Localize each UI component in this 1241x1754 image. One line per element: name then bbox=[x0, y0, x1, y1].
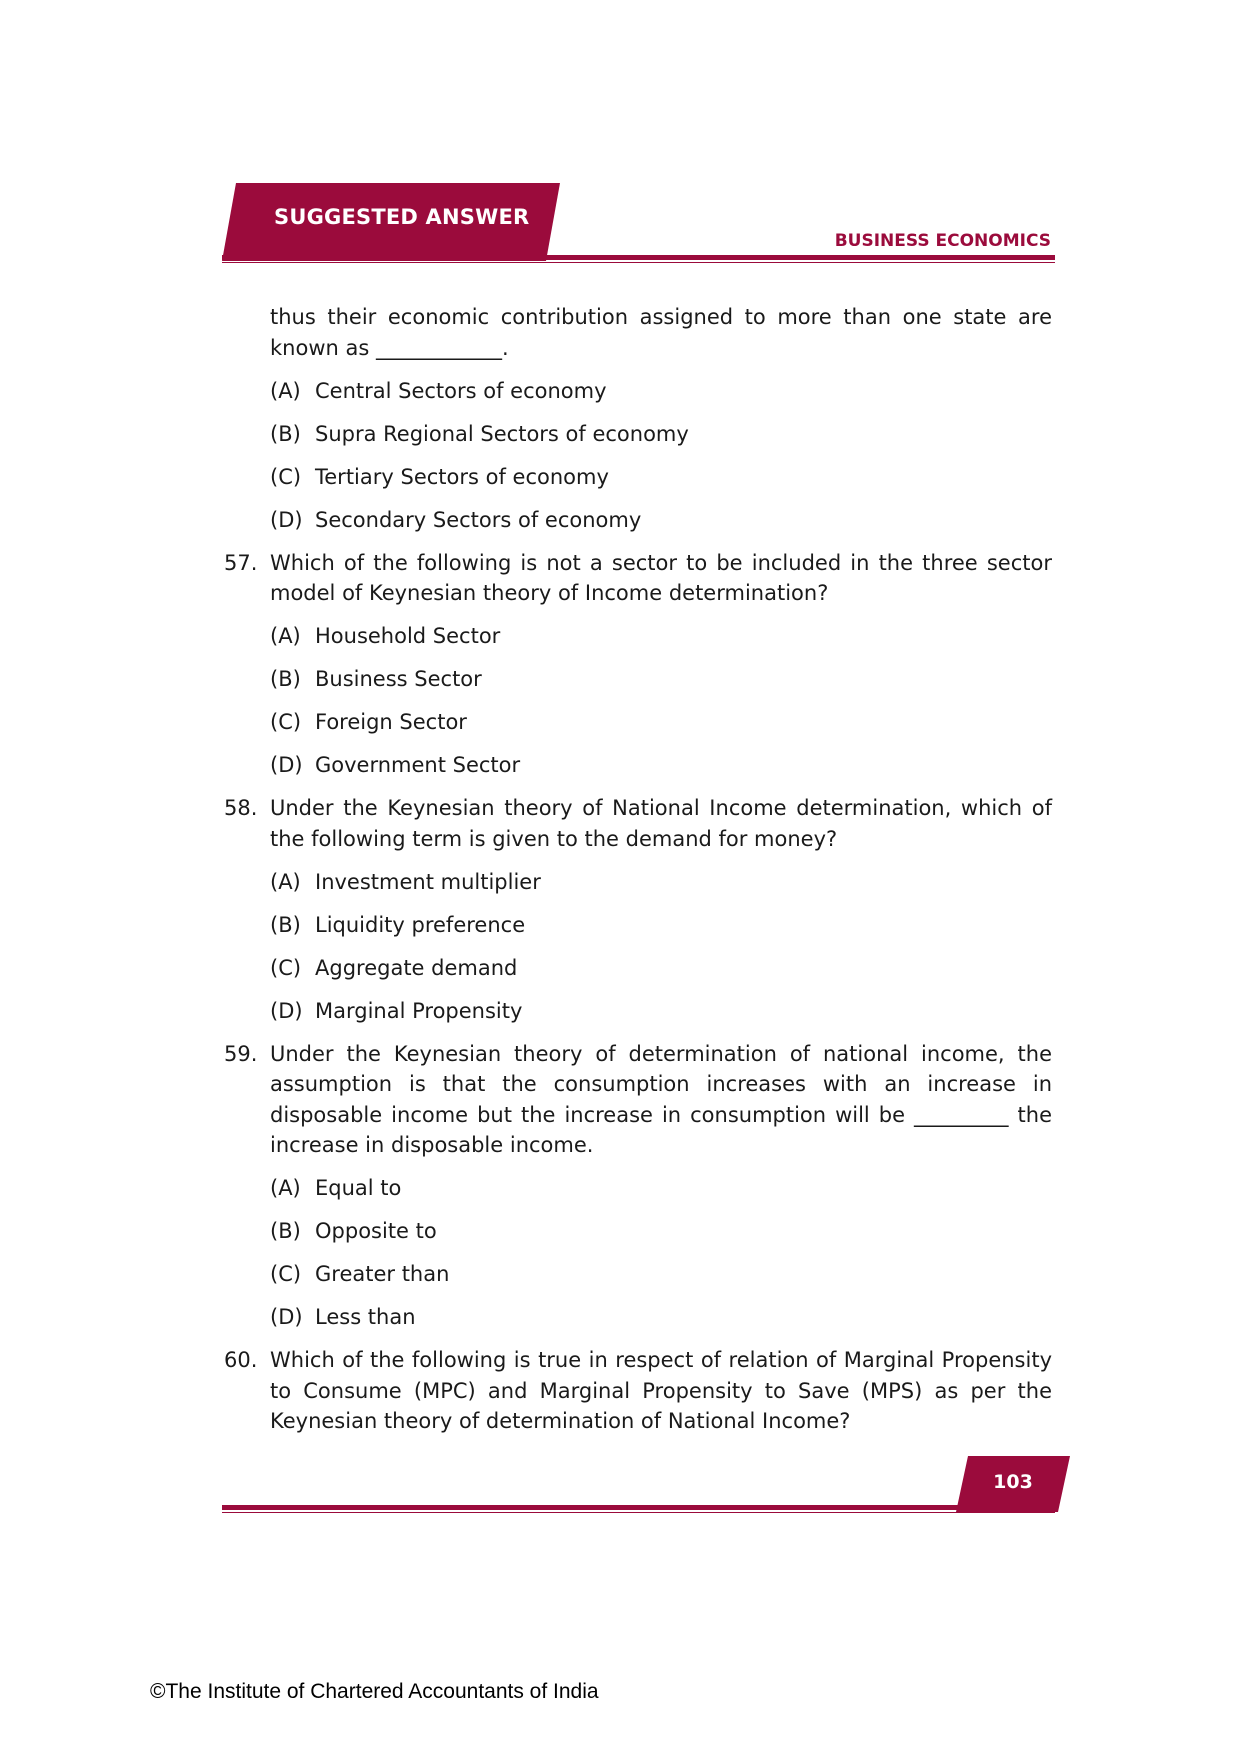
option-letter: (C) bbox=[270, 464, 302, 489]
option-text: Liquidity preference bbox=[315, 912, 526, 937]
footer-rule-thin bbox=[222, 1512, 1055, 1513]
option-item bbox=[270, 376, 1052, 407]
option-item bbox=[270, 953, 1052, 984]
option-list bbox=[224, 376, 1052, 536]
option-list bbox=[224, 621, 1052, 781]
question-58 bbox=[224, 793, 1052, 854]
page-content bbox=[224, 302, 1052, 1437]
option-text: Secondary Sectors of economy bbox=[315, 507, 642, 532]
option-letter: (A) bbox=[270, 624, 301, 648]
option-item bbox=[270, 1173, 1052, 1204]
copyright-notice: ©The Institute of Chartered Accountants of India bbox=[150, 1680, 599, 1703]
question-60 bbox=[224, 1345, 1052, 1437]
option-item bbox=[270, 1259, 1052, 1290]
option-letter: (C) bbox=[270, 710, 302, 734]
question-number: 57. bbox=[224, 550, 258, 575]
footer-rule bbox=[222, 1505, 1055, 1510]
option-text: Equal to bbox=[315, 1176, 402, 1200]
option-letter: (D) bbox=[270, 998, 303, 1023]
option-item bbox=[270, 910, 1052, 941]
option-list bbox=[224, 1173, 1052, 1333]
question-number: 58. bbox=[224, 796, 258, 820]
option-item bbox=[270, 867, 1052, 898]
option-letter: (B) bbox=[270, 912, 301, 937]
question-text: Under the Keynesian theory of determination of national income, the assumption is that the consumption increases with an increase in disposable income but the increase in consumption will be _________ the increase in disposable income. bbox=[270, 1041, 1052, 1157]
question-continuation bbox=[224, 302, 1052, 363]
question-text: Which of the following is true in respect of relation of Marginal Propensity to Consume (MPC) and Marginal Propensity to Save (MPS) as per the Keynesian theory of determination of National Income? bbox=[270, 1348, 1052, 1433]
header-rule bbox=[222, 255, 1055, 260]
option-letter: (A) bbox=[270, 869, 301, 894]
option-letter: (D) bbox=[270, 1305, 303, 1329]
option-item bbox=[270, 462, 1052, 493]
question-57 bbox=[224, 548, 1052, 609]
option-item bbox=[270, 419, 1052, 450]
option-letter: (B) bbox=[270, 421, 301, 446]
option-text: Investment multiplier bbox=[315, 869, 541, 894]
option-letter: (B) bbox=[270, 667, 301, 691]
option-letter: (A) bbox=[270, 1176, 301, 1200]
header-tab-label: SUGGESTED ANSWER bbox=[274, 205, 530, 229]
question-text: Which of the following is not a sector to be included in the three sector model of Keynesian theory of Income determination? bbox=[270, 550, 1052, 605]
option-text: Foreign Sector bbox=[315, 710, 467, 734]
option-text: Opposite to bbox=[315, 1219, 437, 1243]
question-number: 59. bbox=[224, 1041, 258, 1066]
option-text: Aggregate demand bbox=[315, 955, 518, 980]
question-text: Under the Keynesian theory of National Income determination, which of the following term is given to the demand for money? bbox=[270, 796, 1052, 851]
option-text: Greater than bbox=[315, 1262, 450, 1286]
option-item bbox=[270, 505, 1052, 536]
option-text: Central Sectors of economy bbox=[315, 378, 607, 403]
option-letter: (C) bbox=[270, 955, 302, 980]
question-59 bbox=[224, 1039, 1052, 1161]
option-item bbox=[270, 996, 1052, 1027]
option-text: Tertiary Sectors of economy bbox=[315, 464, 609, 489]
option-item bbox=[270, 621, 1052, 652]
option-item bbox=[270, 750, 1052, 781]
question-text: thus their economic contribution assigned to more than one state are known as ____________. bbox=[270, 305, 1052, 360]
option-letter: (D) bbox=[270, 753, 303, 777]
question-number: 60. bbox=[224, 1348, 258, 1372]
page-number: 103 bbox=[993, 1471, 1033, 1493]
option-text: Marginal Propensity bbox=[315, 998, 523, 1023]
option-list bbox=[224, 867, 1052, 1027]
option-letter: (C) bbox=[270, 1262, 302, 1286]
option-text: Supra Regional Sectors of economy bbox=[315, 421, 689, 446]
option-letter: (D) bbox=[270, 507, 303, 532]
header-rule-thin bbox=[222, 262, 1055, 263]
header-subject: BUSINESS ECONOMICS bbox=[834, 231, 1051, 251]
option-text: Less than bbox=[315, 1305, 416, 1329]
option-text: Business Sector bbox=[315, 667, 482, 691]
option-item bbox=[270, 664, 1052, 695]
option-text: Household Sector bbox=[315, 624, 501, 648]
option-item bbox=[270, 1302, 1052, 1333]
option-item bbox=[270, 707, 1052, 738]
option-text: Government Sector bbox=[315, 753, 521, 777]
option-item bbox=[270, 1216, 1052, 1247]
option-letter: (B) bbox=[270, 1219, 301, 1243]
option-letter: (A) bbox=[270, 378, 301, 403]
